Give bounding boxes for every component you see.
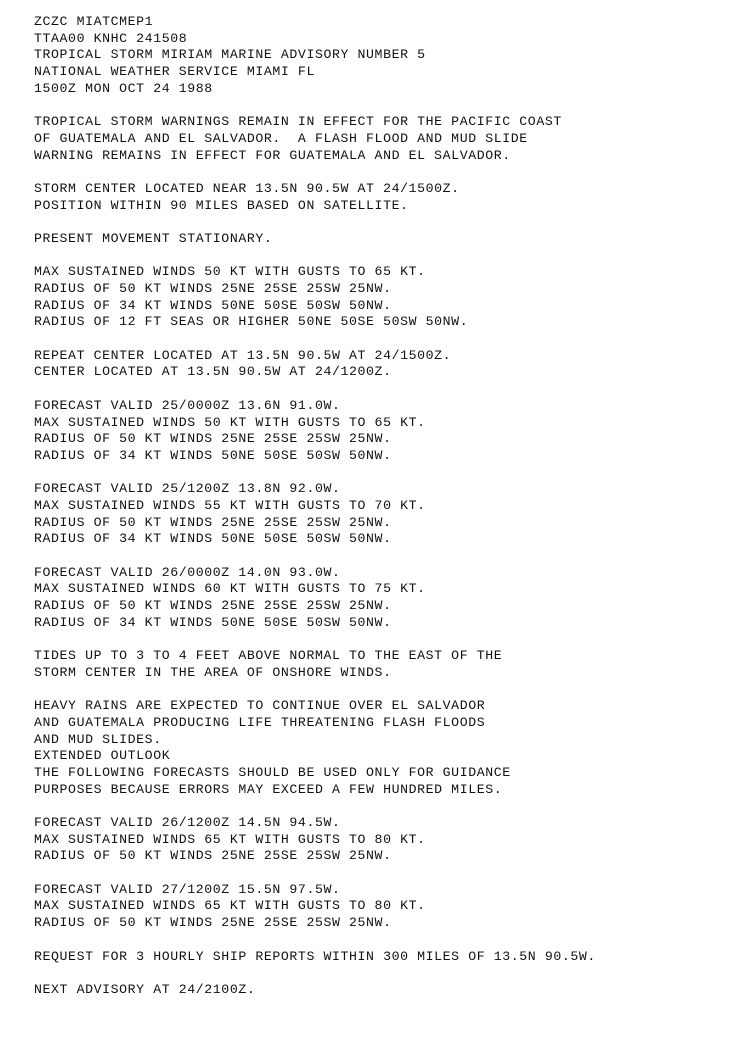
forecast-section: [34, 882, 724, 932]
text-line: THE FOLLOWING FORECASTS SHOULD BE USED ONLY FOR GUIDANCE: [34, 764, 511, 780]
spacer: [34, 248, 724, 265]
spacer: [34, 865, 724, 882]
header-line: NATIONAL WEATHER SERVICE MIAMI FL: [34, 64, 315, 80]
text-line: MAX SUSTAINED WINDS 50 KT WITH GUSTS TO 65 KT.: [34, 264, 426, 280]
text-line: MAX SUSTAINED WINDS 60 KT WITH GUSTS TO 75 KT.: [34, 581, 426, 597]
text-line: TIDES UP TO 3 TO 4 FEET ABOVE NORMAL TO THE EAST OF THE: [34, 648, 503, 664]
storm-center-section: [34, 181, 724, 214]
text-line: RADIUS OF 34 KT WINDS 50NE 50SE 50SW 50NW.: [34, 531, 392, 547]
spacer: [34, 548, 724, 565]
text-line: TROPICAL STORM WARNINGS REMAIN IN EFFECT FOR THE PACIFIC COAST: [34, 114, 562, 130]
spacer: [34, 214, 724, 231]
text-line: STORM CENTER IN THE AREA OF ONSHORE WINDS.: [34, 664, 392, 680]
text-line: REQUEST FOR 3 HOURLY SHIP REPORTS WITHIN 300 MILES OF 13.5N 90.5W.: [34, 948, 596, 964]
text-line: HEAVY RAINS ARE EXPECTED TO CONTINUE OVER EL SALVADOR: [34, 698, 486, 714]
spacer: [34, 331, 724, 348]
warnings-section: [34, 114, 724, 164]
tides-section: [34, 648, 724, 681]
text-line: RADIUS OF 50 KT WINDS 25NE 25SE 25SW 25NW.: [34, 514, 392, 530]
spacer: [34, 965, 724, 982]
advisory-title: TROPICAL STORM MIRIAM MARINE ADVISORY NUMBER 5: [34, 47, 426, 63]
forecast-section: [34, 565, 724, 632]
text-line: PURPOSES BECAUSE ERRORS MAY EXCEED A FEW HUNDRED MILES.: [34, 781, 503, 797]
forecast-section: [34, 815, 724, 865]
spacer: [34, 381, 724, 398]
text-line: FORECAST VALID 26/1200Z 14.5N 94.5W.: [34, 815, 341, 830]
text-line: RADIUS OF 34 KT WINDS 50NE 50SE 50SW 50NW.: [34, 297, 392, 313]
text-line: RADIUS OF 50 KT WINDS 25NE 25SE 25SW 25NW.: [34, 848, 392, 864]
text-line: MAX SUSTAINED WINDS 50 KT WITH GUSTS TO 65 KT.: [34, 414, 426, 430]
text-line: FORECAST VALID 27/1200Z 15.5N 97.5W.: [34, 881, 341, 897]
spacer: [34, 465, 724, 482]
text-line: WARNING REMAINS IN EFFECT FOR GUATEMALA AND EL SALVADOR.: [34, 147, 511, 163]
advisory-header: [34, 14, 724, 97]
next-advisory-section: [34, 982, 724, 999]
text-line: PRESENT MOVEMENT STATIONARY.: [34, 230, 273, 246]
spacer: [34, 164, 724, 181]
spacer: [34, 682, 724, 699]
text-line: RADIUS OF 12 FT SEAS OR HIGHER 50NE 50SE 50SW 50NW.: [34, 314, 469, 330]
repeat-center-section: [34, 348, 724, 381]
rains-outlook-section: [34, 698, 724, 798]
text-line: RADIUS OF 50 KT WINDS 25NE 25SE 25SW 25NW.: [34, 598, 392, 614]
section-heading: EXTENDED OUTLOOK: [34, 748, 171, 764]
text-line: MAX SUSTAINED WINDS 65 KT WITH GUSTS TO 80 KT.: [34, 831, 426, 847]
text-line: FORECAST VALID 26/0000Z 14.0N 93.0W.: [34, 564, 341, 580]
forecast-section: [34, 398, 724, 465]
marine-advisory-document: [34, 14, 724, 999]
text-line: AND MUD SLIDES.: [34, 731, 162, 747]
current-winds-section: [34, 264, 724, 331]
text-line: OF GUATEMALA AND EL SALVADOR. A FLASH FLOOD AND MUD SLIDE: [34, 130, 528, 146]
header-line: ZCZC MIATCMEP1: [34, 14, 154, 29]
text-line: RADIUS OF 50 KT WINDS 25NE 25SE 25SW 25NW.: [34, 281, 392, 296]
forecast-section: [34, 481, 724, 548]
ship-reports-section: [34, 949, 724, 966]
text-line: MAX SUSTAINED WINDS 65 KT WITH GUSTS TO 80 KT.: [34, 898, 426, 914]
text-line: MAX SUSTAINED WINDS 55 KT WITH GUSTS TO 70 KT.: [34, 497, 426, 513]
text-line: NEXT ADVISORY AT 24/2100Z.: [34, 981, 256, 997]
spacer: [34, 932, 724, 949]
text-line: FORECAST VALID 25/1200Z 13.8N 92.0W.: [34, 481, 341, 497]
text-line: POSITION WITHIN 90 MILES BASED ON SATELLITE.: [34, 197, 409, 213]
text-line: FORECAST VALID 25/0000Z 13.6N 91.0W.: [34, 397, 341, 413]
text-line: RADIUS OF 50 KT WINDS 25NE 25SE 25SW 25NW.: [34, 431, 392, 447]
spacer: [34, 798, 724, 815]
text-line: RADIUS OF 34 KT WINDS 50NE 50SE 50SW 50NW.: [34, 614, 392, 630]
text-line: REPEAT CENTER LOCATED AT 13.5N 90.5W AT 24/1500Z.: [34, 347, 452, 363]
issue-time: 1500Z MON OCT 24 1988: [34, 80, 213, 96]
text-line: CENTER LOCATED AT 13.5N 90.5W AT 24/1200Z.: [34, 364, 392, 380]
text-line: STORM CENTER LOCATED NEAR 13.5N 90.5W AT 24/1500Z.: [34, 180, 460, 196]
spacer: [34, 631, 724, 648]
text-line: RADIUS OF 34 KT WINDS 50NE 50SE 50SW 50NW.: [34, 447, 392, 463]
text-line: AND GUATEMALA PRODUCING LIFE THREATENING FLASH FLOODS: [34, 714, 486, 730]
movement-section: [34, 231, 724, 248]
spacer: [34, 97, 724, 114]
header-line: TTAA00 KNHC 241508: [34, 30, 188, 46]
text-line: RADIUS OF 50 KT WINDS 25NE 25SE 25SW 25NW.: [34, 915, 392, 931]
